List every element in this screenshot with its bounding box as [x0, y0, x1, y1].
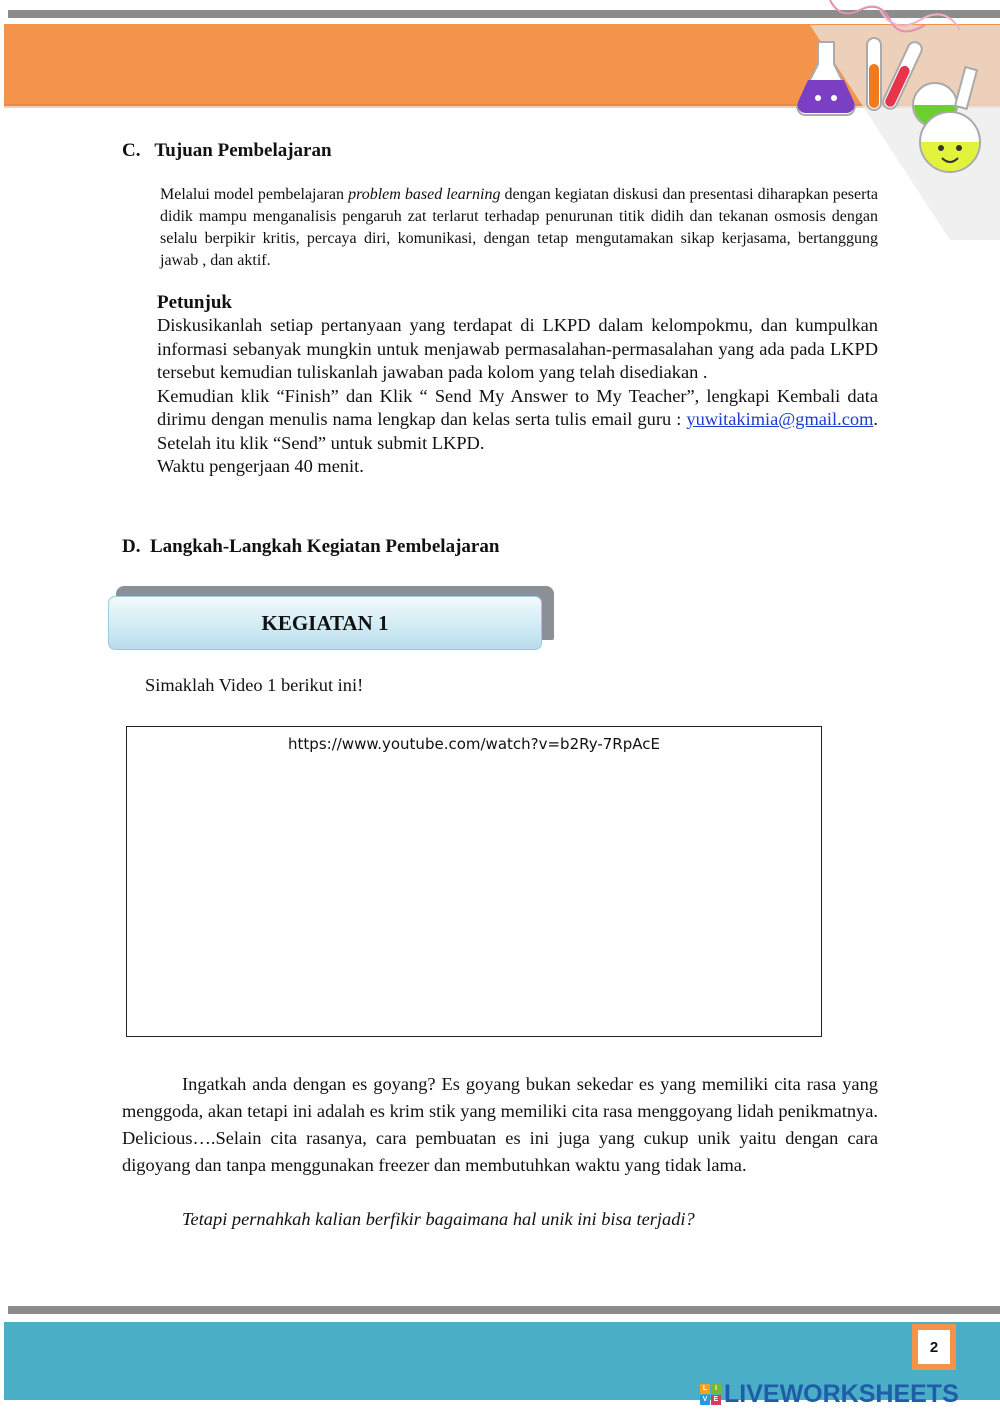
petunjuk-line-1: Diskusikanlah setiap pertanyaan yang terdapat di LKPD dalam kelompokmu, dan kumpulkan informasi sebanyak mungkin untuk menjawab permasalahan-permasalahan yang ada pada LKPD tersebut kemudian tuliskanlah jawaban pada kolom yang telah disediakan . — [157, 315, 878, 382]
petunjuk-instructions — [157, 314, 878, 479]
section-d-heading: D. Langkah-Langkah Kegiatan Pembelajaran — [122, 536, 500, 557]
liveworksheets-brand[interactable] — [700, 1378, 959, 1410]
video-instruction: Simaklah Video 1 berikut ini! — [145, 675, 364, 695]
petunjuk-line-2: Kemudian klik “Finish” dan Klik “ Send My Answer to My Teacher”, lengkapi Kembali data dirimu dengan menulis nama lengkap dan kelas serta tulis email guru : yuwitakimia@gmail.com. Setelah itu klik “Send” untuk submit LKPD. — [157, 385, 878, 453]
petunjuk-title: Petunjuk — [157, 292, 232, 313]
video-embed-box[interactable] — [126, 726, 822, 1037]
page-number: 2 — [918, 1330, 950, 1364]
kegiatan-title: KEGIATAN 1 — [261, 610, 389, 635]
petunjuk-line-3: Waktu pengerjaan 40 menit. — [157, 456, 364, 476]
kegiatan-banner — [108, 596, 542, 650]
closing-question: Tetapi pernahkah kalian berfikir bagaimana hal unik ini bisa terjadi? — [182, 1209, 695, 1229]
section-c-heading: C. Tujuan Pembelajaran — [122, 140, 332, 161]
learning-objective-paragraph: Melalui model pembelajaran problem based learning dengan kegiatan diskusi dan presentasi diharapkan peserta didik mampu menganalisis pengaruh zat terlarut terhadap penurunan titik didih dan tekanan osmosis dengan selalu berpikir kritis, percaya diri, komunikasi, dengan tetap mengutamakan sikap kerjasama, bertanggung jawab , dan aktif. — [160, 186, 879, 269]
page-number-badge — [912, 1324, 956, 1370]
video-url[interactable]: https://www.youtube.com/watch?v=b2Ry-7RpAcE — [288, 735, 660, 753]
liveworksheets-wordmark: LIVEWORKSHEETS — [724, 1379, 959, 1408]
footer-gray-bar — [8, 1306, 1000, 1314]
es-goyang-paragraph: Ingatkah anda dengan es goyang? Es goyang bukan sekedar es yang memiliki cita rasa yang menggoda, akan tetapi ini adalah es krim stik yang memiliki cita rasa menggoyang lidah penikmatnya. Delicious….Selain cita rasanya, cara pembuatan es ini juga yang cukup unik yaitu dengan cara digoyang dan tanpa menggunakan freezer dan membutuhkan waktu yang tidak lama. — [122, 1074, 878, 1175]
teacher-email-link[interactable]: yuwitakimia@gmail.com — [686, 409, 874, 429]
liveworksheets-logo-icon: L I V E — [700, 1384, 721, 1405]
tube-orange-icon — [867, 38, 881, 110]
pbl-term: problem based learning — [348, 186, 501, 203]
